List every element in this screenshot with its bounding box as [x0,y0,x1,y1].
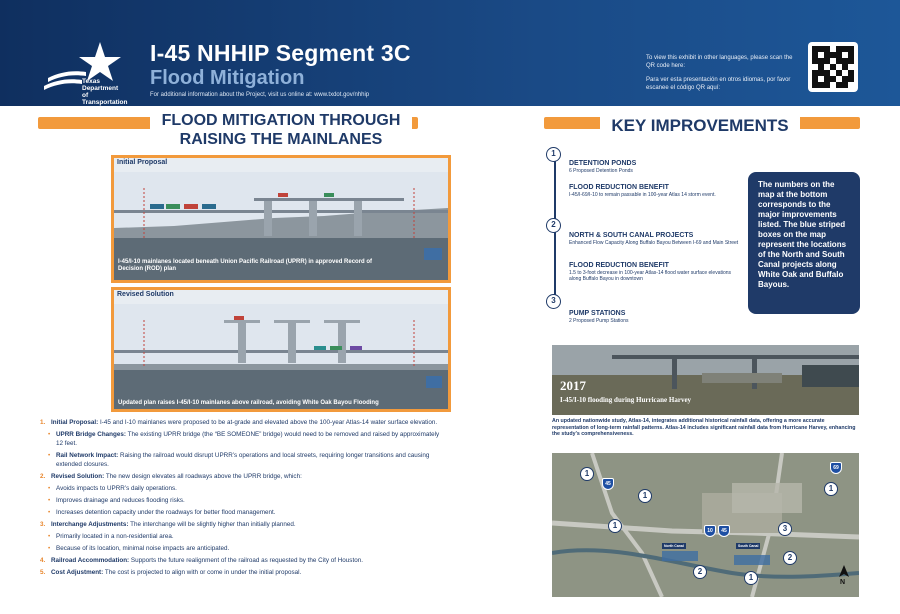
improvement-heading: FLOOD REDUCTION BENEFIT [569,184,669,191]
revised-solution-diagram [111,287,451,412]
map-marker-3[interactable]: 3 [778,522,792,536]
improvement-detention-ponds [569,160,739,174]
revised-solution-caption: Updated plan raises I-45/I-10 mainlanes above railroad, avoiding White Oak Bayou Flooding [118,400,379,406]
improvements-map [552,453,859,597]
improvement-heading: PUMP STATIONS [569,310,626,317]
left-section-title: FLOOD MITIGATION THROUGH RAISING THE MAINLANES [150,111,412,149]
list-item-text: The new design elevates all roadways above the UPRR bridge, which: [105,473,302,480]
list-item-text: The interchange will be slightly higher than initially planned. [130,521,296,528]
list-item-title: Railroad Accommodation: [51,557,130,564]
atlas-14-note: An updated nationwide study, Atlas-14, integrates additional historical rainfall data, offering a more accurate representation of long-term rainfall patterns. Atlas-14 includes significant rainfall data from Hurricane Harvey, enhancing the study’s comprehensiveness. [552,418,856,437]
map-marker-1[interactable]: 1 [638,489,652,503]
language-note-en: To view this exhibit in other languages, please scan the QR code here: [646,55,793,69]
north-canal-tag: North Canal [664,544,684,548]
page-title: I-45 NHHIP Segment 3C [150,40,411,66]
map-marker-1[interactable]: 1 [608,519,622,533]
map-legend-infobox: The numbers on the map at the bottom corresponds to the major improvements listed. The blue striped boxes on the map represent the locations of the North and South Canal projects along White Oak and Buffalo Bayous. [748,172,860,314]
list-item-title: UPRR Bridge Changes: [56,431,126,438]
south-canal-tag: South Canal [738,544,759,548]
photo-year: 2017 [560,378,586,393]
list-item-title: Rail Network Impact: [56,452,119,459]
improvement-canal-projects [569,232,739,246]
qr-code-icon[interactable] [808,42,858,92]
flood-mitigation-list [40,418,440,580]
map-marker-2[interactable]: 2 [693,565,707,579]
list-item [40,418,440,427]
improvement-desc: 6 Proposed Detention Ponds [569,168,633,174]
improvement-number-3: 3 [546,294,561,309]
improvement-flood-benefit-1 [569,184,739,198]
improvement-heading: NORTH & SOUTH CANAL PROJECTS [569,232,694,239]
list-item-title: Initial Proposal: [51,419,99,426]
map-marker-1[interactable]: 1 [580,467,594,481]
flood-photo-image [552,345,859,415]
improvement-desc: Enhanced Flow Capacity Along Buffalo Bayou Between I-69 and Main Street [569,240,739,246]
improvement-number-2: 2 [546,218,561,233]
improvement-number-1: 1 [546,147,561,162]
north-label: N [840,579,846,586]
initial-proposal-label: Initial Proposal [117,159,168,166]
list-number: 1. [40,419,46,426]
interstate-45-shield-icon: 45 [718,525,730,537]
list-item [40,520,440,529]
agency-name: Texas Department of Transportation [82,78,128,106]
revised-solution-cross-section [114,290,448,409]
photo-caption: I-45/I-10 flooding during Hurricane Harvey [560,396,692,404]
improvement-desc: I-45/I-69/I-10 to remain passable in 100-year Atlas 14 storm event. [569,192,716,198]
list-item-text: The existing UPRR bridge (the “BE SOMEONE” bridge) would need to be removed and raised by approximately 12 feet. [56,431,440,447]
list-item [40,568,440,577]
list-item [40,472,440,481]
revised-solution-label: Revised Solution [117,291,174,298]
list-item-title: Interchange Adjustments: [51,521,129,528]
website-note: For additional information about the Project, visit us online at: www.txdot.gov/nhhip [150,92,370,98]
list-sub-item: • Improves drainage and reduces flooding risks. [40,496,440,505]
qr-cell [848,82,854,88]
list-item-title: Cost Adjustment: [51,569,104,576]
interstate-10-shield-icon: 10 [704,525,716,537]
improvement-flood-benefit-2 [569,262,739,282]
improvement-heading: DETENTION PONDS [569,160,637,167]
language-note-es: Para ver esta presentación en otros idiomas, por favor escanee el código QR aquí: [646,77,791,91]
list-item-text: Supports the future realignment of the railroad as requested by the City of Houston. [130,557,363,564]
list-number: 5. [40,569,46,576]
list-sub-item: • Because of its location, minimal noise impacts are anticipated. [40,544,440,553]
list-number: 4. [40,557,46,564]
map-marker-1[interactable]: 1 [824,482,838,496]
list-sub-item: • Increases detention capacity under the roadways for better flood management. [40,508,440,517]
interstate-69-shield-icon: 69 [830,462,842,474]
list-sub-item: • Primarily located in a non-residential area. [40,532,440,541]
language-note [646,54,796,92]
map-marker-2[interactable]: 2 [783,551,797,565]
header-banner [0,0,900,106]
list-item [40,556,440,565]
improvement-desc: 1.5 to 3-foot decrease in 100-year Atlas-14 flood water surface elevations along Buffalo Bayou in downtown [569,270,732,282]
list-item-text: The cost is projected to align with or come in under the initial proposal. [104,569,302,576]
list-item-title: Revised Solution: [51,473,105,480]
list-number: 2. [40,473,46,480]
list-item-text: Raising the railroad would disrupt UPRR’s operations and local streets, requiring longer transitions and causing extended closures. [56,452,430,468]
list-sub-item [40,430,440,448]
list-item-text: I-45 and I-10 mainlanes were proposed to be at-grade and elevated above the 100-year Atlas-14 water surface elevation. [99,419,438,426]
map-marker-1[interactable]: 1 [744,571,758,585]
improvement-pump-stations [569,310,739,324]
page-subtitle: Flood Mitigation [150,67,305,89]
interstate-45-shield-icon: 45 [602,478,614,490]
list-sub-item: • Avoids impacts to UPRR’s daily operations. [40,484,440,493]
list-sub-item [40,451,440,469]
list-number: 3. [40,521,46,528]
initial-proposal-diagram [111,155,451,283]
right-section-title: KEY IMPROVEMENTS [600,117,800,135]
improvement-desc: 2 Proposed Pump Stations [569,318,629,324]
improvement-heading: FLOOD REDUCTION BENEFIT [569,262,669,269]
hurricane-harvey-photo [552,345,859,415]
initial-proposal-caption: I-45/I-10 mainlanes located beneath Union Pacific Railroad (UPRR) in approved Record of Decision (ROD) plan [118,259,373,272]
